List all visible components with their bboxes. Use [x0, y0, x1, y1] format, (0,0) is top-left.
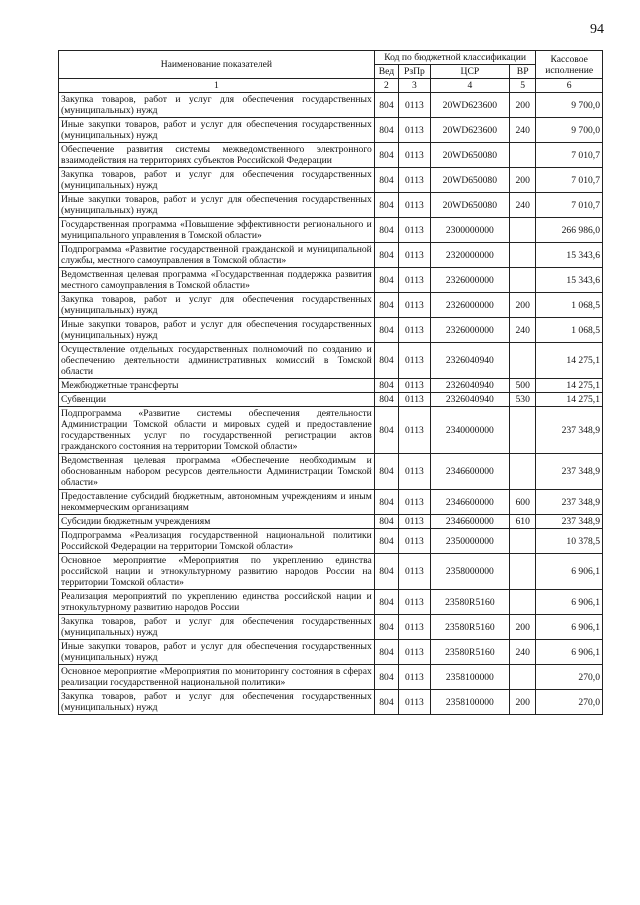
row-sum: 14 275,1 [536, 379, 603, 393]
row-ved: 804 [374, 193, 398, 218]
row-sum: 6 906,1 [536, 590, 603, 615]
row-ved: 804 [374, 318, 398, 343]
row-vr: 200 [509, 168, 535, 193]
table-row [59, 454, 603, 490]
row-csr: 2340000000 [430, 407, 509, 454]
table-row [59, 168, 603, 193]
row-vr [509, 268, 535, 293]
row-rzpr: 0113 [399, 168, 431, 193]
row-csr: 23580R5160 [430, 590, 509, 615]
row-ved: 804 [374, 268, 398, 293]
row-sum: 1 068,5 [536, 318, 603, 343]
row-ved: 804 [374, 293, 398, 318]
row-rzpr: 0113 [399, 554, 431, 590]
row-vr [509, 529, 535, 554]
row-rzpr: 0113 [399, 193, 431, 218]
row-name: Государственная программа «Повышение эффективности регионального и муниципального управления в Томской области» [59, 218, 375, 243]
row-rzpr: 0113 [399, 243, 431, 268]
table-row [59, 343, 603, 379]
row-vr: 500 [509, 379, 535, 393]
table-row [59, 93, 603, 118]
table-row [59, 407, 603, 454]
row-name: Закупка товаров, работ и услуг для обеспечения государственных (муниципальных) нужд [59, 293, 375, 318]
row-ved: 804 [374, 640, 398, 665]
row-rzpr: 0113 [399, 590, 431, 615]
row-vr [509, 554, 535, 590]
row-name: Иные закупки товаров, работ и услуг для обеспечения государственных (муниципальных) нужд [59, 318, 375, 343]
row-ved: 804 [374, 343, 398, 379]
table-row [59, 554, 603, 590]
row-ved: 804 [374, 407, 398, 454]
table-row [59, 640, 603, 665]
header-name: Наименование показателей [59, 51, 375, 79]
row-name: Основное мероприятие «Мероприятия по укреплению единства российской нации и этнокультурному развитию народов России на территории Томской области» [59, 554, 375, 590]
row-name: Иные закупки товаров, работ и услуг для обеспечения государственных (муниципальных) нужд [59, 640, 375, 665]
row-csr: 20WD650080 [430, 143, 509, 168]
row-ved: 804 [374, 529, 398, 554]
row-name: Закупка товаров, работ и услуг для обеспечения государственных (муниципальных) нужд [59, 615, 375, 640]
row-sum: 15 343,6 [536, 268, 603, 293]
row-sum: 14 275,1 [536, 343, 603, 379]
row-ved: 804 [374, 590, 398, 615]
row-name: Подпрограмма «Развитие государственной гражданской и муниципальной службы, местного самоуправления в Томской области» [59, 243, 375, 268]
row-vr: 240 [509, 640, 535, 665]
row-ved: 804 [374, 490, 398, 515]
table-row [59, 268, 603, 293]
row-name: Осуществление отдельных государственных полномочий по созданию и обеспечению деятельности административных комиссий в Томской области [59, 343, 375, 379]
row-name: Ведомственная целевая программа «Обеспечение необходимым и обоснованным набором ресурсов деятельности Администрации Томской области» [59, 454, 375, 490]
row-csr: 20WD623600 [430, 118, 509, 143]
table-body [59, 93, 603, 715]
row-csr: 20WD650080 [430, 193, 509, 218]
row-csr: 2346600000 [430, 454, 509, 490]
row-ved: 804 [374, 515, 398, 529]
row-csr: 23580R5160 [430, 640, 509, 665]
row-name: Подпрограмма «Развитие системы обеспечения деятельности Администрации Томской области и мировых судей и предоставление государственных услуг по государственной регистрации актов гражданского состояния на территории Томской области» [59, 407, 375, 454]
row-vr: 240 [509, 193, 535, 218]
row-rzpr: 0113 [399, 318, 431, 343]
index-cell: 2 [374, 79, 398, 93]
header-vr: ВР [509, 65, 535, 79]
row-ved: 804 [374, 615, 398, 640]
row-rzpr: 0113 [399, 268, 431, 293]
row-vr: 600 [509, 490, 535, 515]
row-sum: 9 700,0 [536, 118, 603, 143]
row-vr: 530 [509, 393, 535, 407]
row-csr: 2326040940 [430, 379, 509, 393]
row-rzpr: 0113 [399, 143, 431, 168]
row-sum: 237 348,9 [536, 407, 603, 454]
table-row [59, 379, 603, 393]
row-csr: 2358100000 [430, 690, 509, 715]
row-vr [509, 665, 535, 690]
row-vr: 200 [509, 690, 535, 715]
header-code-group: Код по бюджетной классификации [374, 51, 536, 65]
row-csr: 2350000000 [430, 529, 509, 554]
row-sum: 6 906,1 [536, 640, 603, 665]
table-row [59, 690, 603, 715]
index-cell: 5 [509, 79, 535, 93]
row-name: Субвенции [59, 393, 375, 407]
row-sum: 7 010,7 [536, 193, 603, 218]
row-sum: 6 906,1 [536, 615, 603, 640]
table-row [59, 615, 603, 640]
row-sum: 270,0 [536, 690, 603, 715]
row-sum: 237 348,9 [536, 454, 603, 490]
row-ved: 804 [374, 454, 398, 490]
row-vr: 610 [509, 515, 535, 529]
row-csr: 2326040940 [430, 343, 509, 379]
header-ved: Вед [374, 65, 398, 79]
row-csr: 2326000000 [430, 268, 509, 293]
row-sum: 9 700,0 [536, 93, 603, 118]
row-name: Закупка товаров, работ и услуг для обеспечения государственных (муниципальных) нужд [59, 93, 375, 118]
row-name: Ведомственная целевая программа «Государственная поддержка развития местного самоуправления в Томской области» [59, 268, 375, 293]
table-row [59, 143, 603, 168]
table-row [59, 590, 603, 615]
row-name: Обеспечение развития системы межведомственного электронного взаимодействия на территориях субъектов Российской Федерации [59, 143, 375, 168]
table-row [59, 393, 603, 407]
row-name: Закупка товаров, работ и услуг для обеспечения государственных (муниципальных) нужд [59, 168, 375, 193]
table-row [59, 218, 603, 243]
row-ved: 804 [374, 690, 398, 715]
row-vr: 240 [509, 318, 535, 343]
index-cell: 4 [430, 79, 509, 93]
row-vr [509, 343, 535, 379]
table-row [59, 293, 603, 318]
row-csr: 2326000000 [430, 318, 509, 343]
row-ved: 804 [374, 554, 398, 590]
row-sum: 7 010,7 [536, 143, 603, 168]
table-header [59, 51, 603, 93]
row-name: Субсидии бюджетным учреждениям [59, 515, 375, 529]
row-vr [509, 143, 535, 168]
row-ved: 804 [374, 168, 398, 193]
row-ved: 804 [374, 393, 398, 407]
row-csr: 2358100000 [430, 665, 509, 690]
row-vr [509, 218, 535, 243]
row-rzpr: 0113 [399, 490, 431, 515]
row-csr: 2346600000 [430, 515, 509, 529]
table-row [59, 318, 603, 343]
row-vr: 200 [509, 293, 535, 318]
row-rzpr: 0113 [399, 515, 431, 529]
row-csr: 20WD623600 [430, 93, 509, 118]
row-csr: 2346600000 [430, 490, 509, 515]
row-vr: 200 [509, 93, 535, 118]
row-rzpr: 0113 [399, 690, 431, 715]
row-name: Основное мероприятие «Мероприятия по мониторингу состояния в сферах реализации государственной национальной политики» [59, 665, 375, 690]
row-vr [509, 407, 535, 454]
row-sum: 270,0 [536, 665, 603, 690]
row-rzpr: 0113 [399, 379, 431, 393]
row-sum: 15 343,6 [536, 243, 603, 268]
row-csr: 2300000000 [430, 218, 509, 243]
row-vr: 240 [509, 118, 535, 143]
table-row [59, 490, 603, 515]
row-vr [509, 454, 535, 490]
row-csr: 2326040940 [430, 393, 509, 407]
budget-table [58, 50, 603, 715]
row-ved: 804 [374, 665, 398, 690]
table-row [59, 665, 603, 690]
table-row [59, 118, 603, 143]
row-sum: 1 068,5 [536, 293, 603, 318]
table-row [59, 529, 603, 554]
row-sum: 7 010,7 [536, 168, 603, 193]
table-row [59, 515, 603, 529]
row-rzpr: 0113 [399, 393, 431, 407]
table-row [59, 193, 603, 218]
row-vr [509, 590, 535, 615]
row-sum: 237 348,9 [536, 490, 603, 515]
index-cell: 3 [399, 79, 431, 93]
row-csr: 23580R5160 [430, 615, 509, 640]
row-sum: 10 378,5 [536, 529, 603, 554]
row-name: Межбюджетные трансферты [59, 379, 375, 393]
index-cell: 6 [536, 79, 603, 93]
row-csr: 2320000000 [430, 243, 509, 268]
row-rzpr: 0113 [399, 640, 431, 665]
header-sum: Кассовое исполнение [536, 51, 603, 79]
row-rzpr: 0113 [399, 93, 431, 118]
row-vr [509, 243, 535, 268]
row-rzpr: 0113 [399, 454, 431, 490]
row-name: Предоставление субсидий бюджетным, автономным учреждениям и иным некоммерческим организациям [59, 490, 375, 515]
row-csr: 20WD650080 [430, 168, 509, 193]
row-name: Иные закупки товаров, работ и услуг для обеспечения государственных (муниципальных) нужд [59, 193, 375, 218]
row-sum: 14 275,1 [536, 393, 603, 407]
row-ved: 804 [374, 243, 398, 268]
row-name: Подпрограмма «Реализация государственной национальной политики Российской Федерации на территории Томской области» [59, 529, 375, 554]
row-rzpr: 0113 [399, 293, 431, 318]
row-rzpr: 0113 [399, 343, 431, 379]
row-rzpr: 0113 [399, 218, 431, 243]
row-csr: 2326000000 [430, 293, 509, 318]
header-rzpr: РзПр [399, 65, 431, 79]
row-rzpr: 0113 [399, 665, 431, 690]
header-index-row [59, 79, 603, 93]
row-sum: 266 986,0 [536, 218, 603, 243]
index-cell: 1 [59, 79, 375, 93]
row-rzpr: 0113 [399, 118, 431, 143]
row-name: Иные закупки товаров, работ и услуг для обеспечения государственных (муниципальных) нужд [59, 118, 375, 143]
row-sum: 237 348,9 [536, 515, 603, 529]
header-csr: ЦСР [430, 65, 509, 79]
row-csr: 2358000000 [430, 554, 509, 590]
row-ved: 804 [374, 93, 398, 118]
row-rzpr: 0113 [399, 529, 431, 554]
row-ved: 804 [374, 379, 398, 393]
page-number: 94 [590, 22, 604, 37]
row-ved: 804 [374, 143, 398, 168]
row-ved: 804 [374, 218, 398, 243]
row-rzpr: 0113 [399, 407, 431, 454]
row-sum: 6 906,1 [536, 554, 603, 590]
row-rzpr: 0113 [399, 615, 431, 640]
row-name: Реализация мероприятий по укреплению единства российской нации и этнокультурному развитию народов России [59, 590, 375, 615]
row-ved: 804 [374, 118, 398, 143]
row-name: Закупка товаров, работ и услуг для обеспечения государственных (муниципальных) нужд [59, 690, 375, 715]
table-row [59, 243, 603, 268]
row-vr: 200 [509, 615, 535, 640]
